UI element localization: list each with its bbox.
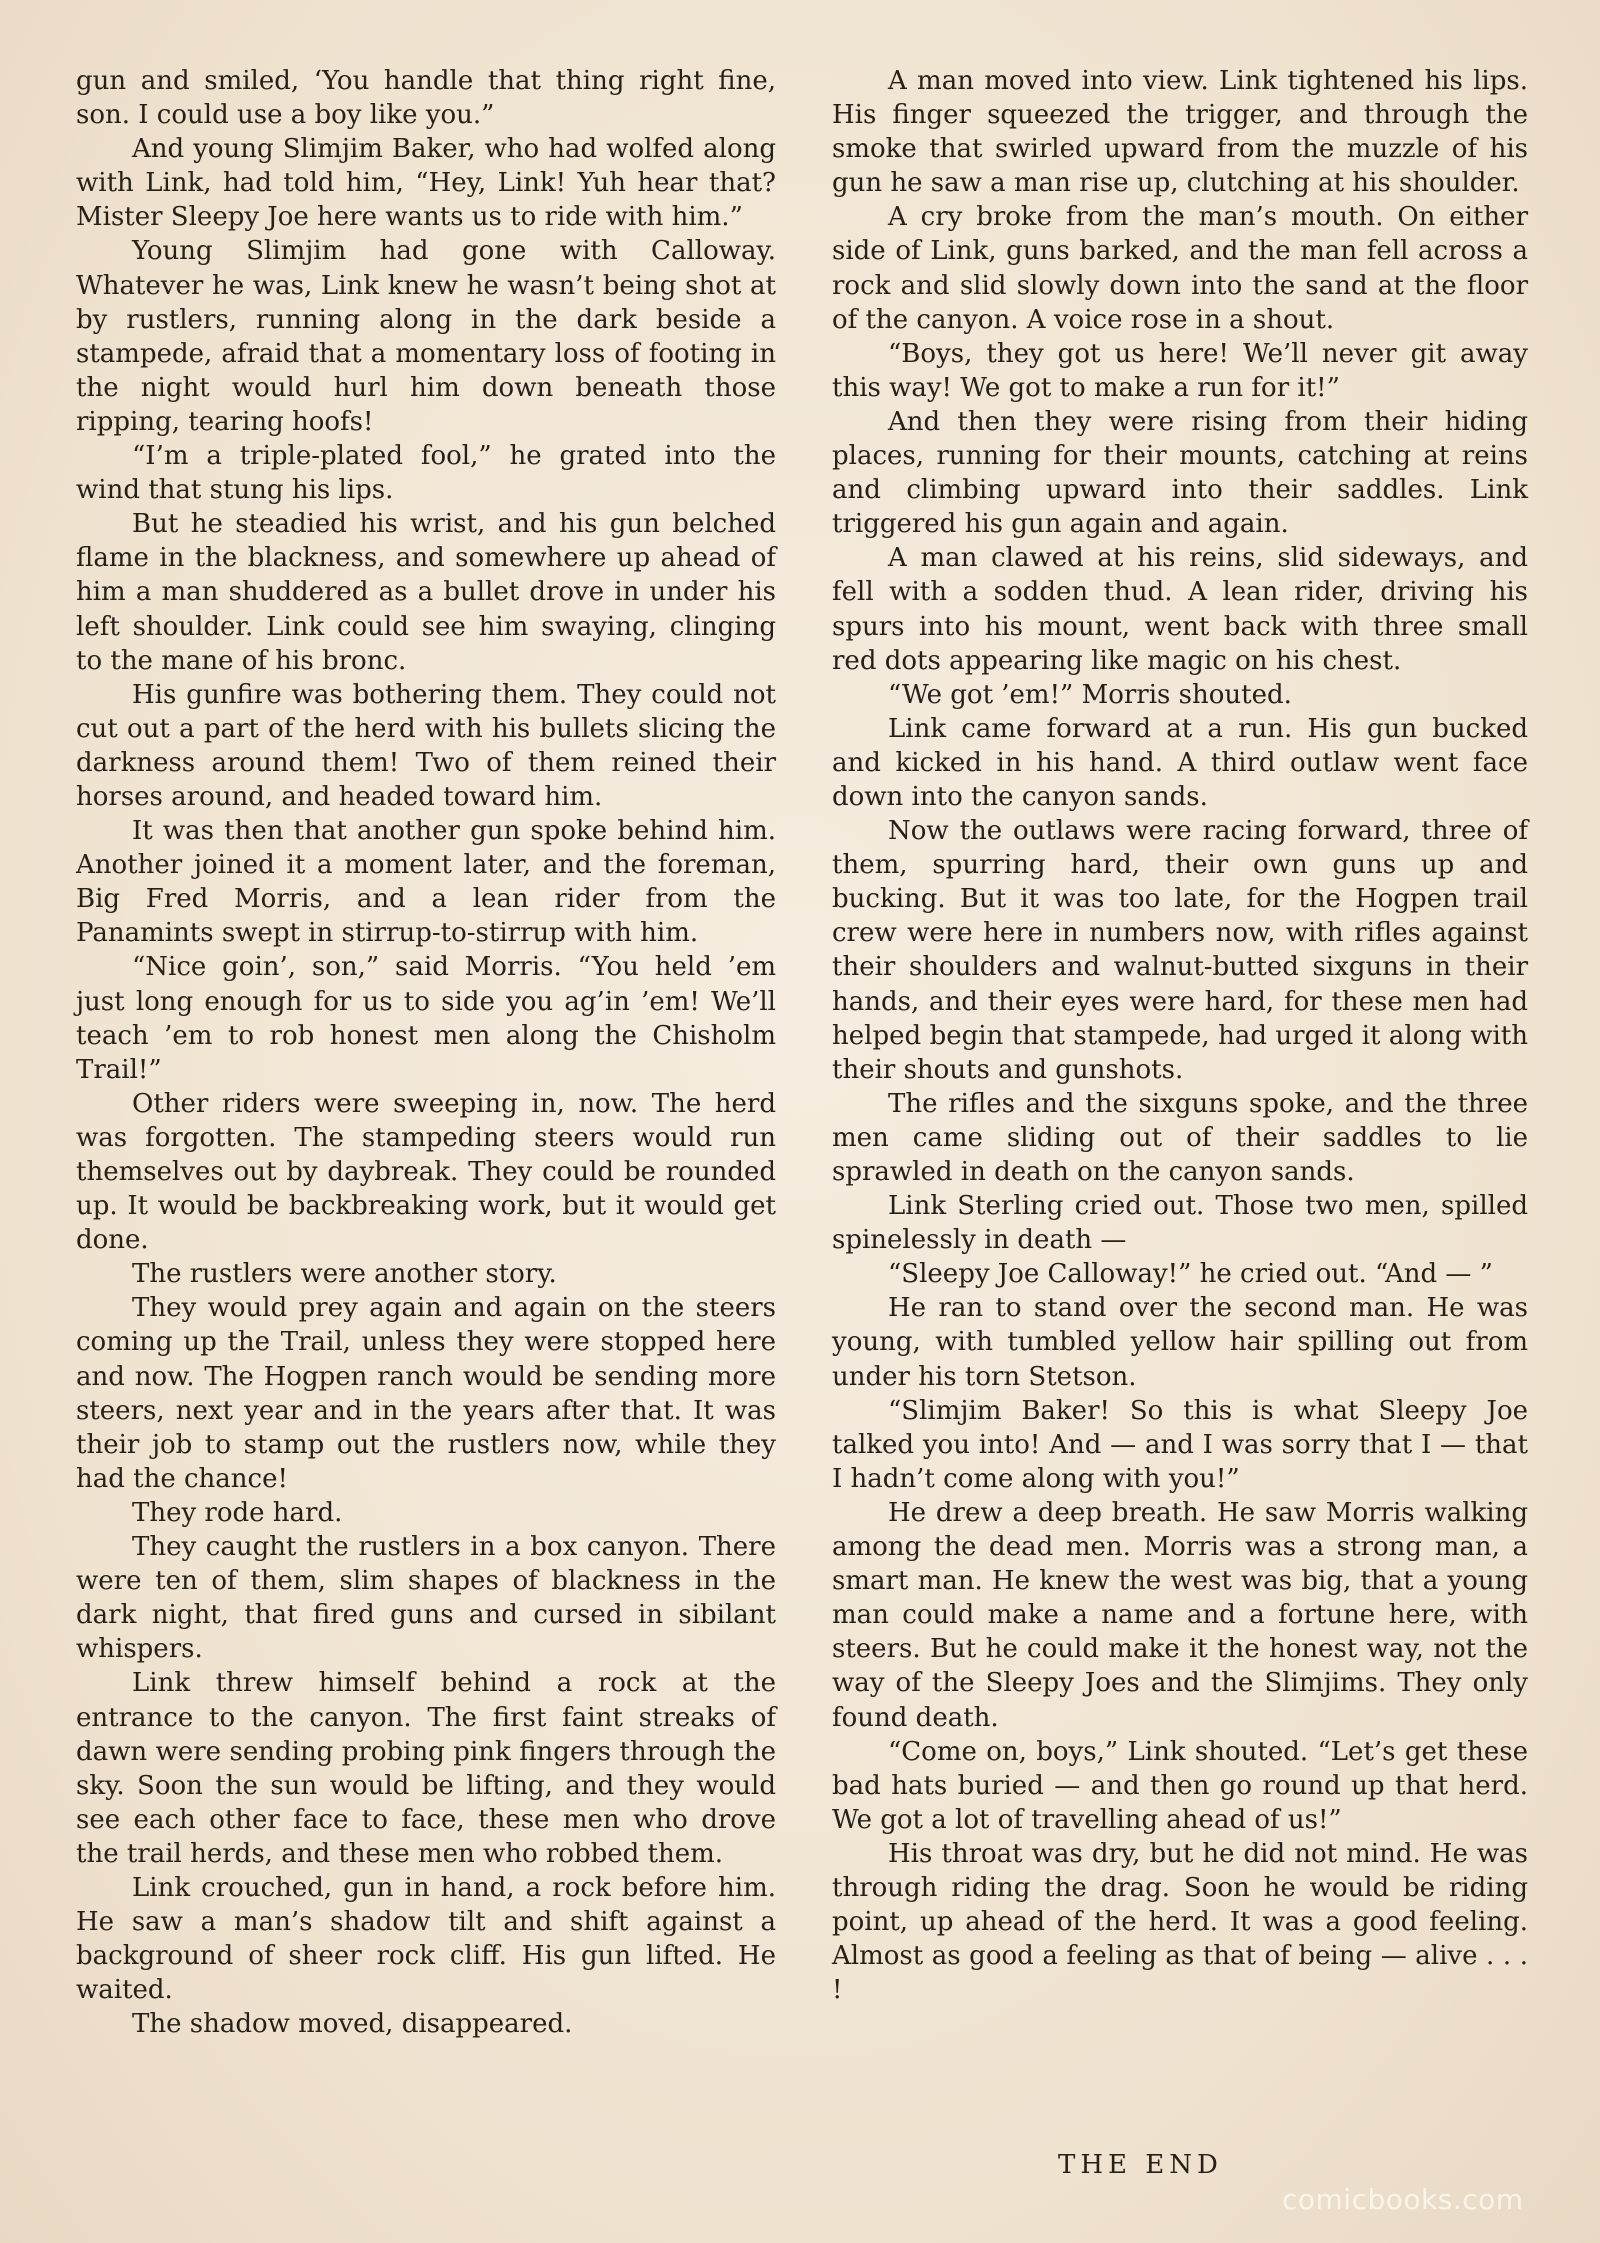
paragraph: And young Slimjim Baker, who had wolfed along with Link, had told him, “Hey, Link! Yuh hear that? Mister Sleepy Joe here wants us to ride with him.”	[76, 134, 776, 233]
paragraph: Link threw himself behind a rock at the entrance to the canyon. The first faint streaks of dawn were sending probing pink fingers through the sky. Soon the sun would be lifting, and they would see each other face to face, these men who drove the trail herds, and these men who robbed them.	[76, 1668, 776, 1869]
paragraph: They caught the rustlers in a box canyon. There were ten of them, slim shapes of blackness in the dark night, that fired guns and cursed in sibilant whispers.	[76, 1532, 776, 1665]
right-column	[832, 64, 1528, 2007]
paragraph: Link came forward at a run. His gun bucked and kicked in his hand. A third outlaw went face down into the canyon sands.	[832, 713, 1528, 812]
paragraph: Link crouched, gun in hand, a rock before him. He saw a man’s shadow tilt and shift against a background of sheer rock cliff. His gun lifted. He waited.	[76, 1872, 776, 2006]
paragraph: Other riders were sweeping in, now. The herd was forgotten. The stampeding steers would run themselves out by daybreak. They could be rounded up. It would be backbreaking work, but it would get done.	[76, 1088, 776, 1256]
paragraph: A cry broke from the man’s mouth. On either side of Link, guns barked, and the man fell across a rock and slid slowly down into the sand at the floor of the canyon. A voice rose in a shout.	[832, 202, 1528, 335]
paragraph: The rifles and the sixguns spoke, and the three men came sliding out of their saddles to lie sprawled in death on the canyon sands.	[832, 1088, 1528, 1187]
paragraph: “I’m a triple-plated fool,” he grated into the wind that stung his lips.	[76, 441, 776, 506]
paragraph: The shadow moved, disappeared.	[132, 2009, 573, 2040]
paragraph: His throat was dry, but he did not mind. He was through riding the drag. Soon he would be riding point, up ahead of the herd. It was a good feeling. Almost as good a feeling as that of being — alive . . . !	[832, 1838, 1528, 2006]
paragraph: “Come on, boys,” Link shouted. “Let’s get these bad hats buried — and then go round up that herd. We got a lot of travelling ahead of us!”	[832, 1736, 1528, 1835]
paragraph: He ran to stand over the second man. He was young, with tumbled yellow hair spilling out from under his torn Stetson.	[832, 1293, 1528, 1392]
paragraph: And then they were rising from their hiding places, running for their mounts, catching at reins and climbing upward into their saddles. Link triggered his gun again and again.	[832, 406, 1528, 540]
paragraph: Young Slimjim had gone with Calloway. Whatever he was, Link knew he wasn’t being shot at by rustlers, running along in the dark beside a stampede, afraid that a momentary loss of footing in the night would hurl him down beneath those ripping, tearing hoofs!	[76, 236, 776, 437]
paragraph: It was then that another gun spoke behind him. Another joined it a moment later, and the foreman, Big Fred Morris, and a lean rider from the Panamints swept in stirrup-to-stirrup with him.	[76, 816, 776, 949]
paragraph: His gunfire was bothering them. They could not cut out a part of the herd with his bullets slicing the darkness around them! Two of them reined their horses around, and headed toward him.	[76, 679, 776, 812]
paragraph: “Nice goin’, son,” said Morris. “You held ’em just long enough for us to side you ag’in ’em! We’ll teach ’em to rob honest men along the Chisholm Trail!”	[76, 952, 776, 1085]
the-end-label: THE END	[1058, 2150, 1223, 2180]
paragraph: “We got ’em!” Morris shouted.	[888, 679, 1292, 710]
site-watermark: comicbooks.com	[1282, 2183, 1524, 2216]
paragraph: Link Sterling cried out. Those two men, spilled spinelessly in death —	[832, 1191, 1528, 1256]
paragraph: “Boys, they got us here! We’ll never git away this way! We got to make a run for it!”	[832, 338, 1528, 403]
paragraph: But he steadied his wrist, and his gun belched flame in the blackness, and somewhere up ahead of him a man shuddered as a bullet drove in under his left shoulder. Link could see him swaying, clinging to the mane of his bronc.	[76, 509, 776, 676]
paragraph: He drew a deep breath. He saw Morris walking among the dead men. Morris was a strong man, a smart man. He knew the west was big, that a young man could make a name and a fortune here, with steers. But he could make it the honest way, not the way of the Sleepy Joes and the Slimjims. They only found death.	[832, 1497, 1528, 1733]
paragraph: “Sleepy Joe Calloway!” he cried out. “And — ”	[888, 1259, 1493, 1290]
paragraph: They would prey again and again on the steers coming up the Trail, unless they were stopped here and now. The Hogpen ranch would be sending more steers, next year and in the years after that. It was their job to stamp out the rustlers now, while they had the chance!	[76, 1293, 776, 1494]
paragraph: Now the outlaws were racing forward, three of them, spurring hard, their own guns up and bucking. But it was too late, for the Hogpen trail crew were here in numbers now, with rifles against their shoulders and walnut-butted sixguns in their hands, and their eyes were hard, for these men had helped begin that stampede, had urged it along with their shouts and gunshots.	[832, 816, 1528, 1085]
left-column	[76, 64, 776, 2041]
paragraph: “Slimjim Baker! So this is what Sleepy Joe talked you into! And — and I was sorry that I — that I hadn’t come along with you!”	[832, 1395, 1528, 1494]
paragraph: A man clawed at his reins, slid sideways, and fell with a sodden thud. A lean rider, driving his spurs into his mount, went back with three small red dots appearing like magic on his chest.	[832, 543, 1528, 676]
paragraph: The rustlers were another story.	[132, 1259, 557, 1290]
paragraph: A man moved into view. Link tightened his lips. His finger squeezed the trigger, and through the smoke that swirled upward from the muzzle of his gun he saw a man rise up, clutching at his shoulder.	[832, 66, 1528, 199]
paragraph: gun and smiled, ‘You handle that thing right fine, son. I could use a boy like you.”	[76, 66, 776, 131]
paragraph: They rode hard.	[132, 1497, 343, 1528]
